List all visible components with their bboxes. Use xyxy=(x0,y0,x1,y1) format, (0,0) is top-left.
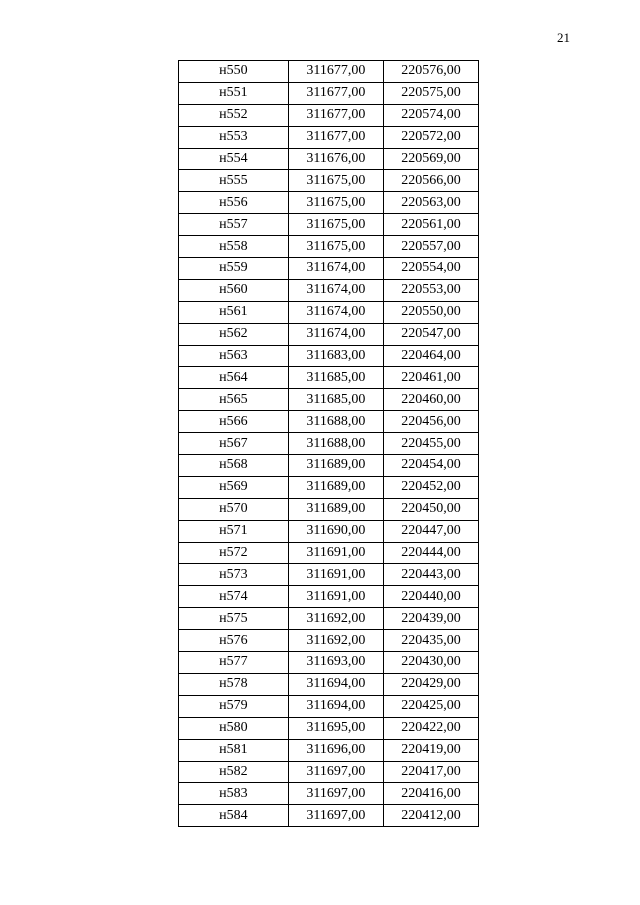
table-row xyxy=(179,236,479,258)
point-id-cell: н567 xyxy=(179,433,289,455)
point-id-cell: н554 xyxy=(179,148,289,170)
point-id-cell: н571 xyxy=(179,520,289,542)
y-coordinate-cell: 220575,00 xyxy=(383,82,478,104)
table-row xyxy=(179,630,479,652)
x-coordinate-cell: 311696,00 xyxy=(288,739,383,761)
table-row xyxy=(179,82,479,104)
table-row xyxy=(179,652,479,674)
point-id-cell: н572 xyxy=(179,542,289,564)
x-coordinate-cell: 311685,00 xyxy=(288,389,383,411)
point-id-cell: н579 xyxy=(179,695,289,717)
table-row xyxy=(179,498,479,520)
coordinates-table-body xyxy=(179,61,479,827)
point-id-cell: н559 xyxy=(179,258,289,280)
point-id-cell: н584 xyxy=(179,805,289,827)
x-coordinate-cell: 311685,00 xyxy=(288,367,383,389)
point-id-cell: н577 xyxy=(179,652,289,674)
x-coordinate-cell: 311692,00 xyxy=(288,608,383,630)
table-row xyxy=(179,411,479,433)
y-coordinate-cell: 220455,00 xyxy=(383,433,478,455)
y-coordinate-cell: 220439,00 xyxy=(383,608,478,630)
y-coordinate-cell: 220425,00 xyxy=(383,695,478,717)
x-coordinate-cell: 311690,00 xyxy=(288,520,383,542)
y-coordinate-cell: 220412,00 xyxy=(383,805,478,827)
y-coordinate-cell: 220569,00 xyxy=(383,148,478,170)
y-coordinate-cell: 220574,00 xyxy=(383,104,478,126)
x-coordinate-cell: 311674,00 xyxy=(288,323,383,345)
table-row xyxy=(179,717,479,739)
coordinates-table xyxy=(178,60,479,827)
y-coordinate-cell: 220550,00 xyxy=(383,301,478,323)
table-row xyxy=(179,323,479,345)
y-coordinate-cell: 220554,00 xyxy=(383,258,478,280)
y-coordinate-cell: 220435,00 xyxy=(383,630,478,652)
y-coordinate-cell: 220461,00 xyxy=(383,367,478,389)
x-coordinate-cell: 311674,00 xyxy=(288,301,383,323)
point-id-cell: н551 xyxy=(179,82,289,104)
y-coordinate-cell: 220557,00 xyxy=(383,236,478,258)
page-number: 21 xyxy=(557,30,570,45)
point-id-cell: н558 xyxy=(179,236,289,258)
table-row xyxy=(179,673,479,695)
point-id-cell: н556 xyxy=(179,192,289,214)
x-coordinate-cell: 311689,00 xyxy=(288,455,383,477)
point-id-cell: н560 xyxy=(179,279,289,301)
x-coordinate-cell: 311689,00 xyxy=(288,476,383,498)
x-coordinate-cell: 311695,00 xyxy=(288,717,383,739)
point-id-cell: н557 xyxy=(179,214,289,236)
x-coordinate-cell: 311677,00 xyxy=(288,82,383,104)
point-id-cell: н581 xyxy=(179,739,289,761)
point-id-cell: н576 xyxy=(179,630,289,652)
y-coordinate-cell: 220417,00 xyxy=(383,761,478,783)
point-id-cell: н563 xyxy=(179,345,289,367)
x-coordinate-cell: 311674,00 xyxy=(288,258,383,280)
table-row xyxy=(179,783,479,805)
point-id-cell: н565 xyxy=(179,389,289,411)
point-id-cell: н550 xyxy=(179,61,289,83)
x-coordinate-cell: 311691,00 xyxy=(288,586,383,608)
y-coordinate-cell: 220422,00 xyxy=(383,717,478,739)
y-coordinate-cell: 220444,00 xyxy=(383,542,478,564)
y-coordinate-cell: 220450,00 xyxy=(383,498,478,520)
y-coordinate-cell: 220456,00 xyxy=(383,411,478,433)
y-coordinate-cell: 220576,00 xyxy=(383,61,478,83)
y-coordinate-cell: 220454,00 xyxy=(383,455,478,477)
x-coordinate-cell: 311697,00 xyxy=(288,783,383,805)
x-coordinate-cell: 311677,00 xyxy=(288,104,383,126)
table-row xyxy=(179,476,479,498)
y-coordinate-cell: 220443,00 xyxy=(383,564,478,586)
table-row xyxy=(179,258,479,280)
point-id-cell: н552 xyxy=(179,104,289,126)
x-coordinate-cell: 311688,00 xyxy=(288,411,383,433)
point-id-cell: н562 xyxy=(179,323,289,345)
x-coordinate-cell: 311694,00 xyxy=(288,695,383,717)
point-id-cell: н553 xyxy=(179,126,289,148)
table-row xyxy=(179,170,479,192)
y-coordinate-cell: 220429,00 xyxy=(383,673,478,695)
table-row xyxy=(179,301,479,323)
y-coordinate-cell: 220464,00 xyxy=(383,345,478,367)
y-coordinate-cell: 220440,00 xyxy=(383,586,478,608)
point-id-cell: н573 xyxy=(179,564,289,586)
point-id-cell: н566 xyxy=(179,411,289,433)
point-id-cell: н568 xyxy=(179,455,289,477)
x-coordinate-cell: 311675,00 xyxy=(288,170,383,192)
table-row xyxy=(179,608,479,630)
point-id-cell: н564 xyxy=(179,367,289,389)
x-coordinate-cell: 311697,00 xyxy=(288,805,383,827)
table-row xyxy=(179,805,479,827)
y-coordinate-cell: 220447,00 xyxy=(383,520,478,542)
x-coordinate-cell: 311692,00 xyxy=(288,630,383,652)
x-coordinate-cell: 311675,00 xyxy=(288,192,383,214)
x-coordinate-cell: 311683,00 xyxy=(288,345,383,367)
table-row xyxy=(179,433,479,455)
point-id-cell: н555 xyxy=(179,170,289,192)
point-id-cell: н580 xyxy=(179,717,289,739)
y-coordinate-cell: 220561,00 xyxy=(383,214,478,236)
x-coordinate-cell: 311675,00 xyxy=(288,236,383,258)
x-coordinate-cell: 311691,00 xyxy=(288,564,383,586)
y-coordinate-cell: 220416,00 xyxy=(383,783,478,805)
point-id-cell: н574 xyxy=(179,586,289,608)
y-coordinate-cell: 220566,00 xyxy=(383,170,478,192)
point-id-cell: н561 xyxy=(179,301,289,323)
point-id-cell: н583 xyxy=(179,783,289,805)
table-row xyxy=(179,389,479,411)
y-coordinate-cell: 220547,00 xyxy=(383,323,478,345)
y-coordinate-cell: 220553,00 xyxy=(383,279,478,301)
table-row xyxy=(179,279,479,301)
x-coordinate-cell: 311697,00 xyxy=(288,761,383,783)
table-row xyxy=(179,148,479,170)
point-id-cell: н569 xyxy=(179,476,289,498)
x-coordinate-cell: 311688,00 xyxy=(288,433,383,455)
x-coordinate-cell: 311676,00 xyxy=(288,148,383,170)
y-coordinate-cell: 220430,00 xyxy=(383,652,478,674)
table-row xyxy=(179,520,479,542)
table-row xyxy=(179,739,479,761)
table-row xyxy=(179,564,479,586)
x-coordinate-cell: 311675,00 xyxy=(288,214,383,236)
table-row xyxy=(179,586,479,608)
table-row xyxy=(179,214,479,236)
x-coordinate-cell: 311691,00 xyxy=(288,542,383,564)
table-row xyxy=(179,695,479,717)
y-coordinate-cell: 220563,00 xyxy=(383,192,478,214)
x-coordinate-cell: 311694,00 xyxy=(288,673,383,695)
y-coordinate-cell: 220419,00 xyxy=(383,739,478,761)
x-coordinate-cell: 311674,00 xyxy=(288,279,383,301)
table-row xyxy=(179,126,479,148)
y-coordinate-cell: 220452,00 xyxy=(383,476,478,498)
table-row xyxy=(179,542,479,564)
y-coordinate-cell: 220572,00 xyxy=(383,126,478,148)
table-row xyxy=(179,104,479,126)
x-coordinate-cell: 311689,00 xyxy=(288,498,383,520)
table-row xyxy=(179,61,479,83)
point-id-cell: н582 xyxy=(179,761,289,783)
point-id-cell: н575 xyxy=(179,608,289,630)
x-coordinate-cell: 311693,00 xyxy=(288,652,383,674)
table-row xyxy=(179,761,479,783)
y-coordinate-cell: 220460,00 xyxy=(383,389,478,411)
table-row xyxy=(179,367,479,389)
point-id-cell: н578 xyxy=(179,673,289,695)
x-coordinate-cell: 311677,00 xyxy=(288,126,383,148)
table-row xyxy=(179,455,479,477)
table-row xyxy=(179,345,479,367)
table-row xyxy=(179,192,479,214)
x-coordinate-cell: 311677,00 xyxy=(288,61,383,83)
point-id-cell: н570 xyxy=(179,498,289,520)
